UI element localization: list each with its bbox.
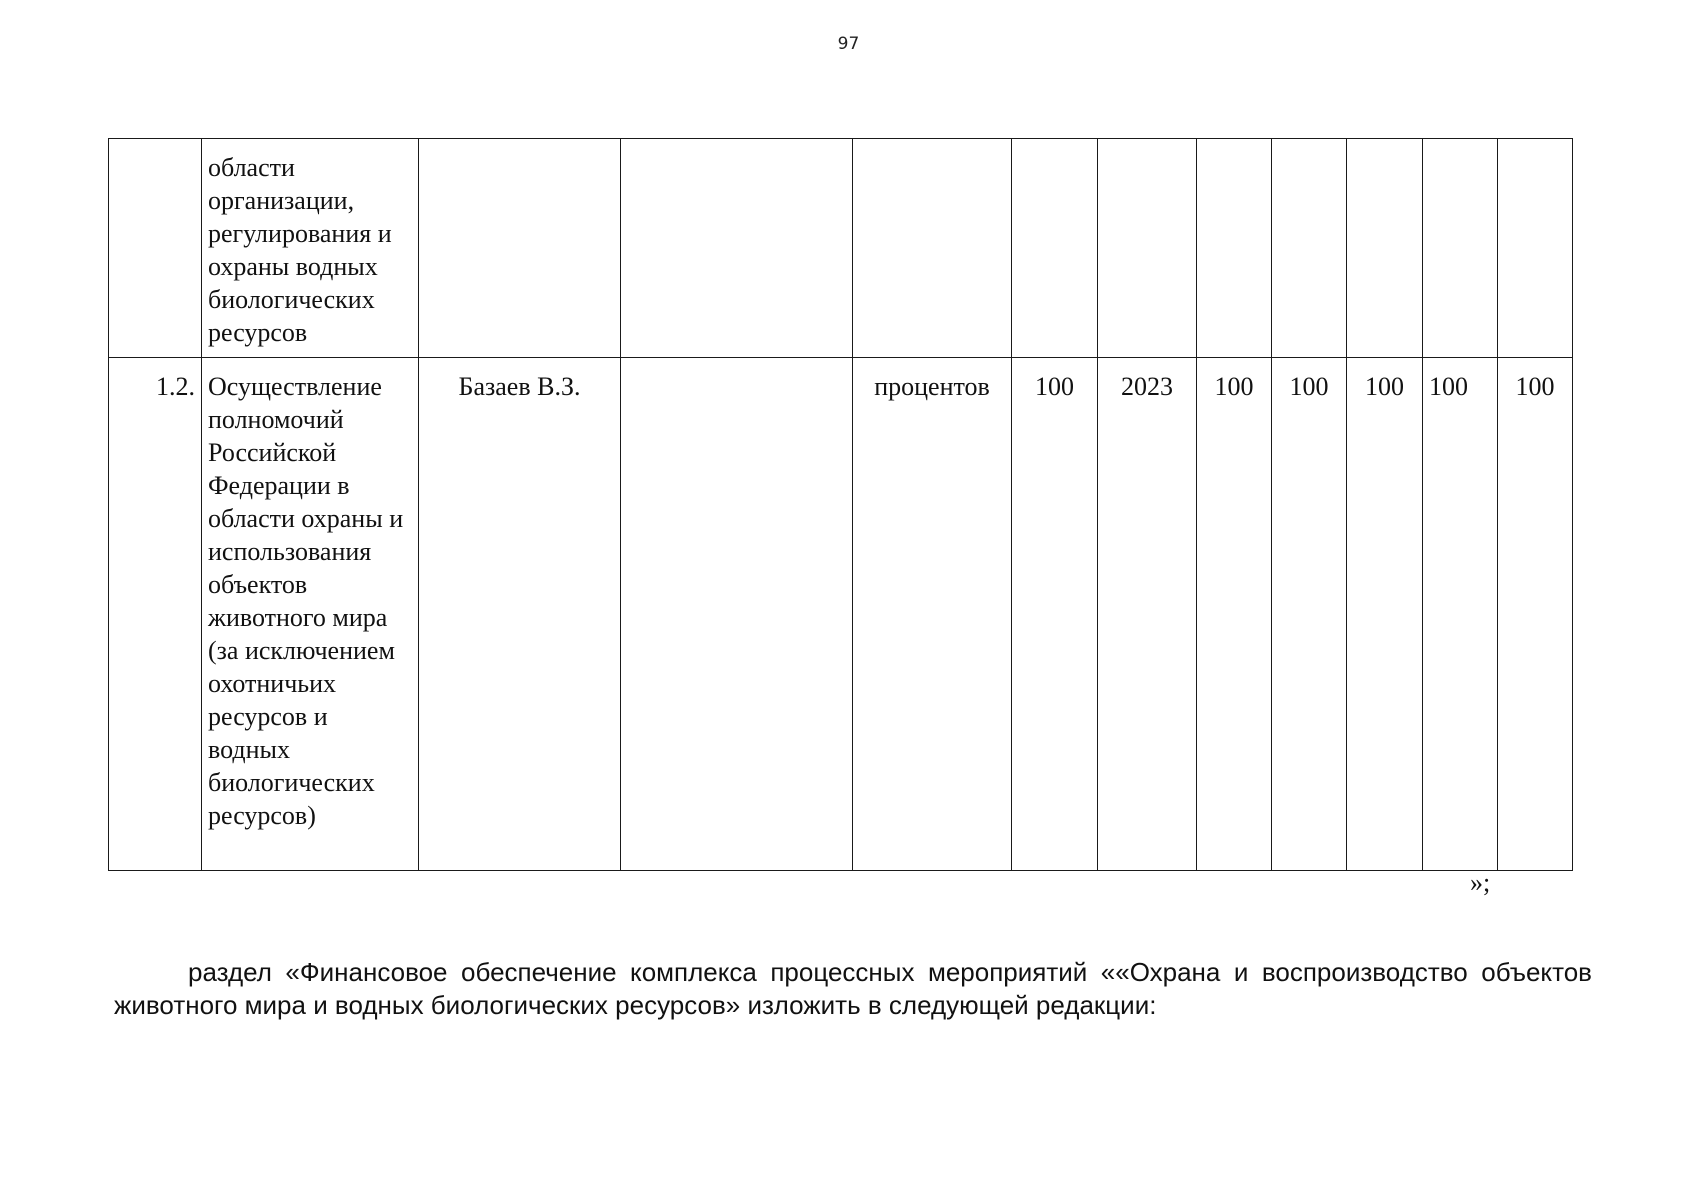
unit-cell: процентов xyxy=(853,358,1012,871)
row-number-cell xyxy=(109,139,202,358)
value-cell: 100 xyxy=(1197,358,1272,871)
value-cell xyxy=(1347,139,1423,358)
value-cell xyxy=(1498,139,1573,358)
value-cell xyxy=(1423,139,1498,358)
indicators-table xyxy=(108,138,1573,871)
unit-cell xyxy=(853,139,1012,358)
responsible-cell: Базаев В.З. xyxy=(419,358,621,871)
body-paragraph: раздел «Финансовое обеспечение комплекса процессных мероприятий ««Охрана и воспроизводство объектов животного мира и водных биологических ресурсов» изложить в следующей редакции: xyxy=(114,957,1592,1020)
page-number: 97 xyxy=(837,34,860,54)
description-cell: области организации, регулирования и охраны водных биологических ресурсов xyxy=(202,139,419,358)
value-cell xyxy=(1272,139,1347,358)
description-cell: Осуществление полномочий Российской Федерации в области охраны и использования объектов животного мира (за исключением охотничьих ресурсов и водных биологических ресурсов) xyxy=(202,358,419,871)
value-cell: 100 xyxy=(1423,358,1498,871)
value-cell xyxy=(1197,139,1272,358)
empty-cell xyxy=(621,139,853,358)
closing-quote: »; xyxy=(1470,868,1491,897)
responsible-cell xyxy=(419,139,621,358)
table-row xyxy=(109,358,1573,871)
value-cell: 100 xyxy=(1498,358,1573,871)
table-row xyxy=(109,139,1573,358)
base-value-cell: 100 xyxy=(1012,358,1098,871)
base-year-cell: 2023 xyxy=(1098,358,1197,871)
value-cell: 100 xyxy=(1272,358,1347,871)
base-value-cell xyxy=(1012,139,1098,358)
base-year-cell xyxy=(1098,139,1197,358)
row-number-cell: 1.2. xyxy=(109,358,202,871)
value-cell: 100 xyxy=(1347,358,1423,871)
empty-cell xyxy=(621,358,853,871)
